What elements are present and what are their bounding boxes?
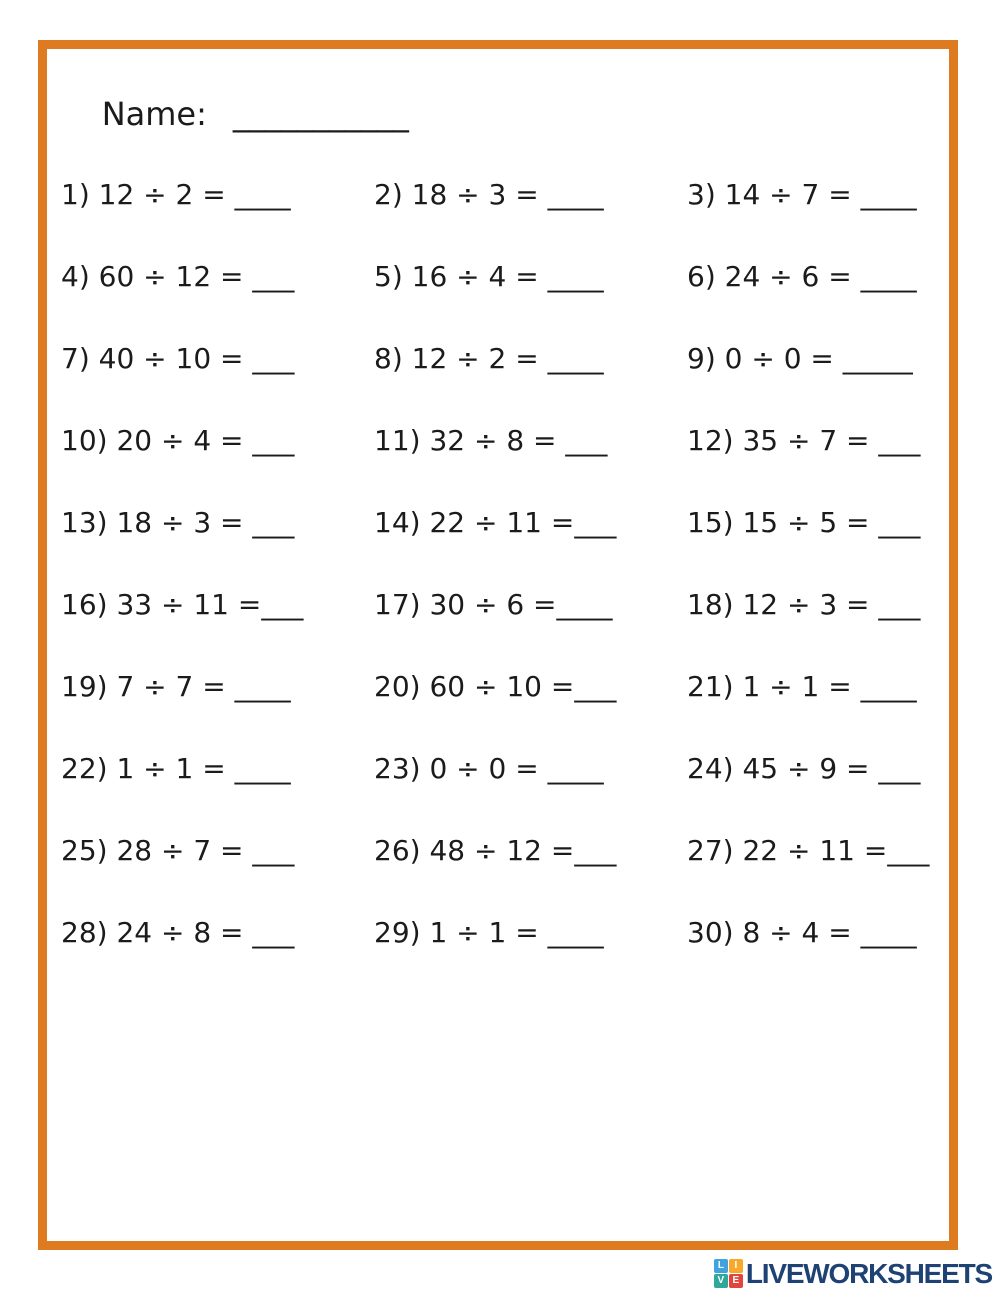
problem-expression: 5) 16 ÷ 4 = bbox=[374, 259, 548, 293]
brand-name: LIVEWORKSHEETS bbox=[745, 1257, 992, 1289]
problem-expression: 2) 18 ÷ 3 = bbox=[374, 177, 548, 211]
problems-grid bbox=[61, 153, 945, 973]
problem-expression: 12) 35 ÷ 7 = bbox=[687, 423, 879, 457]
answer-blank[interactable]: ____ bbox=[234, 669, 291, 703]
answer-blank[interactable]: ____ bbox=[547, 751, 604, 785]
answer-blank[interactable]: ___ bbox=[252, 341, 295, 375]
answer-blank[interactable]: ____ bbox=[860, 915, 917, 949]
problem-expression: 9) 0 ÷ 0 = bbox=[687, 341, 843, 375]
answer-blank[interactable]: ___ bbox=[574, 833, 617, 867]
answer-blank[interactable]: ____ bbox=[556, 587, 613, 621]
problem-expression: 25) 28 ÷ 7 = bbox=[61, 833, 253, 867]
problem-item bbox=[687, 916, 945, 949]
worksheet-frame bbox=[38, 40, 958, 1250]
problem-expression: 3) 14 ÷ 7 = bbox=[687, 177, 861, 211]
problem-expression: 20) 60 ÷ 10 = bbox=[374, 669, 575, 703]
problem-expression: 1) 12 ÷ 2 = bbox=[61, 177, 235, 211]
problem-item bbox=[61, 834, 374, 867]
problem-item bbox=[61, 342, 374, 375]
answer-blank[interactable]: ____ bbox=[547, 259, 604, 293]
problem-expression: 13) 18 ÷ 3 = bbox=[61, 505, 253, 539]
answer-blank[interactable]: ____ bbox=[860, 669, 917, 703]
answer-blank[interactable]: ___ bbox=[878, 505, 921, 539]
name-label: Name: bbox=[101, 95, 207, 133]
answer-blank[interactable]: ___ bbox=[878, 587, 921, 621]
problem-item bbox=[687, 424, 945, 457]
liveworksheets-logo[interactable] bbox=[714, 1259, 992, 1288]
answer-blank[interactable]: ___ bbox=[252, 915, 295, 949]
problem-item bbox=[374, 424, 687, 457]
problem-expression: 16) 33 ÷ 11 = bbox=[61, 587, 262, 621]
answer-blank[interactable]: ___ bbox=[252, 259, 295, 293]
answer-blank[interactable]: ____ bbox=[547, 915, 604, 949]
answer-blank[interactable]: ____ bbox=[547, 341, 604, 375]
answer-blank[interactable]: ___ bbox=[887, 833, 930, 867]
problem-expression: 24) 45 ÷ 9 = bbox=[687, 751, 879, 785]
problem-item bbox=[687, 178, 945, 211]
problem-item bbox=[374, 178, 687, 211]
answer-blank[interactable]: ___ bbox=[878, 751, 921, 785]
problem-expression: 4) 60 ÷ 12 = bbox=[61, 259, 253, 293]
problem-item bbox=[687, 260, 945, 293]
answer-blank[interactable]: ____ bbox=[860, 177, 917, 211]
problem-item bbox=[374, 670, 687, 703]
problem-item bbox=[374, 916, 687, 949]
answer-blank[interactable]: ___ bbox=[261, 587, 304, 621]
problem-item bbox=[374, 506, 687, 539]
problem-expression: 27) 22 ÷ 11 = bbox=[687, 833, 888, 867]
problem-expression: 17) 30 ÷ 6 = bbox=[374, 587, 557, 621]
problem-expression: 14) 22 ÷ 11 = bbox=[374, 505, 575, 539]
problem-item bbox=[61, 506, 374, 539]
answer-blank[interactable]: ___ bbox=[574, 669, 617, 703]
problem-expression: 7) 40 ÷ 10 = bbox=[61, 341, 253, 375]
logo-tile-v: V bbox=[714, 1274, 728, 1288]
problem-expression: 30) 8 ÷ 4 = bbox=[687, 915, 861, 949]
problem-item bbox=[374, 342, 687, 375]
problem-item bbox=[374, 752, 687, 785]
problem-expression: 6) 24 ÷ 6 = bbox=[687, 259, 861, 293]
problem-expression: 29) 1 ÷ 1 = bbox=[374, 915, 548, 949]
answer-blank[interactable]: ____ bbox=[234, 177, 291, 211]
problem-item bbox=[687, 588, 945, 621]
problem-item bbox=[61, 178, 374, 211]
problem-expression: 28) 24 ÷ 8 = bbox=[61, 915, 253, 949]
answer-blank[interactable]: ____ bbox=[547, 177, 604, 211]
answer-blank[interactable]: ___ bbox=[252, 833, 295, 867]
liveworksheets-icon bbox=[714, 1259, 743, 1288]
problem-item bbox=[687, 834, 945, 867]
answer-blank[interactable]: ____ bbox=[860, 259, 917, 293]
problem-item bbox=[61, 260, 374, 293]
problem-item bbox=[687, 752, 945, 785]
answer-blank[interactable]: ___ bbox=[252, 423, 295, 457]
logo-tile-l: L bbox=[714, 1259, 728, 1273]
answer-blank[interactable]: ___ bbox=[565, 423, 608, 457]
problem-expression: 18) 12 ÷ 3 = bbox=[687, 587, 879, 621]
answer-blank[interactable]: ___ bbox=[878, 423, 921, 457]
answer-blank[interactable]: ____ bbox=[234, 751, 291, 785]
logo-tile-i: I bbox=[729, 1259, 743, 1273]
problem-item bbox=[687, 506, 945, 539]
problem-expression: 10) 20 ÷ 4 = bbox=[61, 423, 253, 457]
name-blank-line[interactable]: ___________ bbox=[232, 95, 409, 133]
problem-item bbox=[687, 342, 945, 375]
logo-tile-e: E bbox=[729, 1274, 743, 1288]
problem-item bbox=[61, 670, 374, 703]
problem-item bbox=[374, 588, 687, 621]
problem-item bbox=[61, 916, 374, 949]
answer-blank[interactable]: _____ bbox=[842, 341, 913, 375]
answer-blank[interactable]: ___ bbox=[252, 505, 295, 539]
problem-expression: 8) 12 ÷ 2 = bbox=[374, 341, 548, 375]
problem-expression: 23) 0 ÷ 0 = bbox=[374, 751, 548, 785]
problem-item bbox=[61, 752, 374, 785]
problem-item bbox=[61, 588, 374, 621]
problem-item bbox=[61, 424, 374, 457]
problem-item bbox=[374, 260, 687, 293]
answer-blank[interactable]: ___ bbox=[574, 505, 617, 539]
problem-expression: 11) 32 ÷ 8 = bbox=[374, 423, 566, 457]
problem-item bbox=[687, 670, 945, 703]
problem-expression: 19) 7 ÷ 7 = bbox=[61, 669, 235, 703]
problem-expression: 22) 1 ÷ 1 = bbox=[61, 751, 235, 785]
problem-expression: 21) 1 ÷ 1 = bbox=[687, 669, 861, 703]
problem-item bbox=[374, 834, 687, 867]
problem-expression: 26) 48 ÷ 12 = bbox=[374, 833, 575, 867]
problem-expression: 15) 15 ÷ 5 = bbox=[687, 505, 879, 539]
